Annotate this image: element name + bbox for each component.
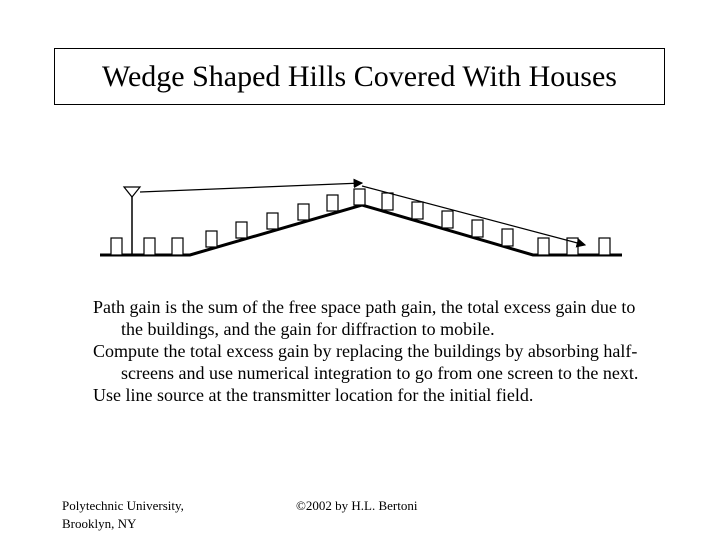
house bbox=[111, 238, 122, 255]
houses bbox=[111, 189, 610, 255]
house bbox=[144, 238, 155, 255]
house bbox=[442, 211, 453, 228]
footer-institution-line1: Polytechnic University, bbox=[62, 498, 184, 513]
transmitter-antenna-icon bbox=[124, 187, 140, 255]
path-arrow-to-crest bbox=[140, 183, 362, 192]
footer-copyright: ©2002 by H.L. Bertoni bbox=[296, 498, 418, 513]
house bbox=[206, 231, 217, 247]
house bbox=[327, 195, 338, 211]
bullet-item: Path gain is the sum of the free space path gain, the total excess gain due to the buildings, and the gain for diffraction to mobile. bbox=[93, 297, 636, 339]
bullet-list bbox=[93, 296, 653, 406]
footer-institution bbox=[62, 497, 184, 533]
house bbox=[298, 204, 309, 220]
house bbox=[538, 238, 549, 255]
house bbox=[502, 229, 513, 246]
house bbox=[599, 238, 610, 255]
house bbox=[472, 220, 483, 237]
footer-institution-line2: Brooklyn, NY bbox=[62, 516, 137, 531]
bullet-item: Compute the total excess gain by replacing the buildings by absorbing half-screens and use numerical integration to go from one screen to the next. bbox=[93, 341, 639, 383]
house bbox=[267, 213, 278, 229]
bullet-item: Use line source at the transmitter location for the initial field. bbox=[93, 385, 534, 405]
house bbox=[236, 222, 247, 238]
house bbox=[354, 189, 365, 205]
house bbox=[412, 202, 423, 219]
slide-title: Wedge Shaped Hills Covered With Houses bbox=[102, 59, 617, 93]
house bbox=[172, 238, 183, 255]
house bbox=[382, 193, 393, 210]
